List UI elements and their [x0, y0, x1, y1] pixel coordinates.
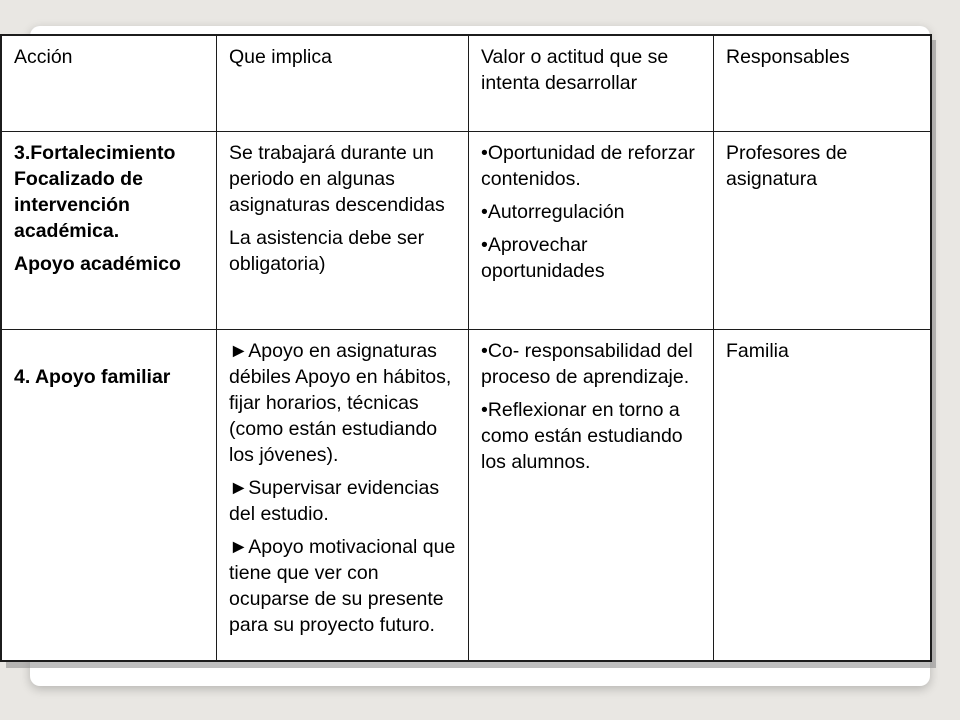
row3-valor-item: •Aprovechar oportunidades	[481, 234, 605, 282]
row4-implica-item: ►Supervisar evidencias del estudio.	[229, 477, 440, 525]
row3-accion-title: 3.Fortalecimiento Focalizado de intervención académica.	[14, 142, 176, 242]
row3-responsables-cell	[714, 132, 932, 330]
row3-valor-item: •Oportunidad de reforzar contenidos.	[481, 142, 695, 190]
table-row	[1, 330, 931, 662]
header-responsables: Responsables	[714, 35, 932, 132]
row3-valor-item: •Autorregulación	[481, 201, 625, 223]
row4-responsables-cell	[714, 330, 932, 662]
table-header-row	[1, 35, 931, 132]
row3-accion-sub: Apoyo académico	[14, 253, 181, 275]
row4-valor-item: •Co- responsabilidad del proceso de aprendizaje.	[481, 340, 693, 388]
header-que-implica: Que implica	[217, 35, 469, 132]
row4-accion-cell	[1, 330, 217, 662]
row3-implica-item: Se trabajará durante un periodo en algunas asignaturas descendidas	[229, 142, 445, 216]
row4-responsables: Familia	[726, 340, 789, 362]
row4-implica-item: ►Apoyo motivacional que tiene que ver con ocuparse de su presente para su proyecto futuro.	[229, 536, 456, 636]
row4-valor-item: •Reflexionar en torno a como están estudiando los alumnos.	[481, 399, 683, 473]
row4-implica-cell	[217, 330, 469, 662]
row3-valores-cell	[469, 132, 714, 330]
header-valor-actitud: Valor o actitud que se intenta desarrollar	[469, 35, 714, 132]
row4-implica-item: ►Apoyo en asignaturas débiles Apoyo en hábitos, fijar horarios, técnicas (como están estudiando los jóvenes).	[229, 340, 452, 466]
action-plan-table	[0, 34, 932, 662]
row3-implica-cell	[217, 132, 469, 330]
header-accion: Acción	[1, 35, 217, 132]
row4-accion: 4. Apoyo familiar	[14, 366, 171, 388]
row4-valores-cell	[469, 330, 714, 662]
table-row	[1, 132, 931, 330]
row3-implica-item: La asistencia debe ser obligatoria)	[229, 227, 425, 275]
row3-accion-cell	[1, 132, 217, 330]
row3-responsables: Profesores de asignatura	[726, 142, 848, 190]
